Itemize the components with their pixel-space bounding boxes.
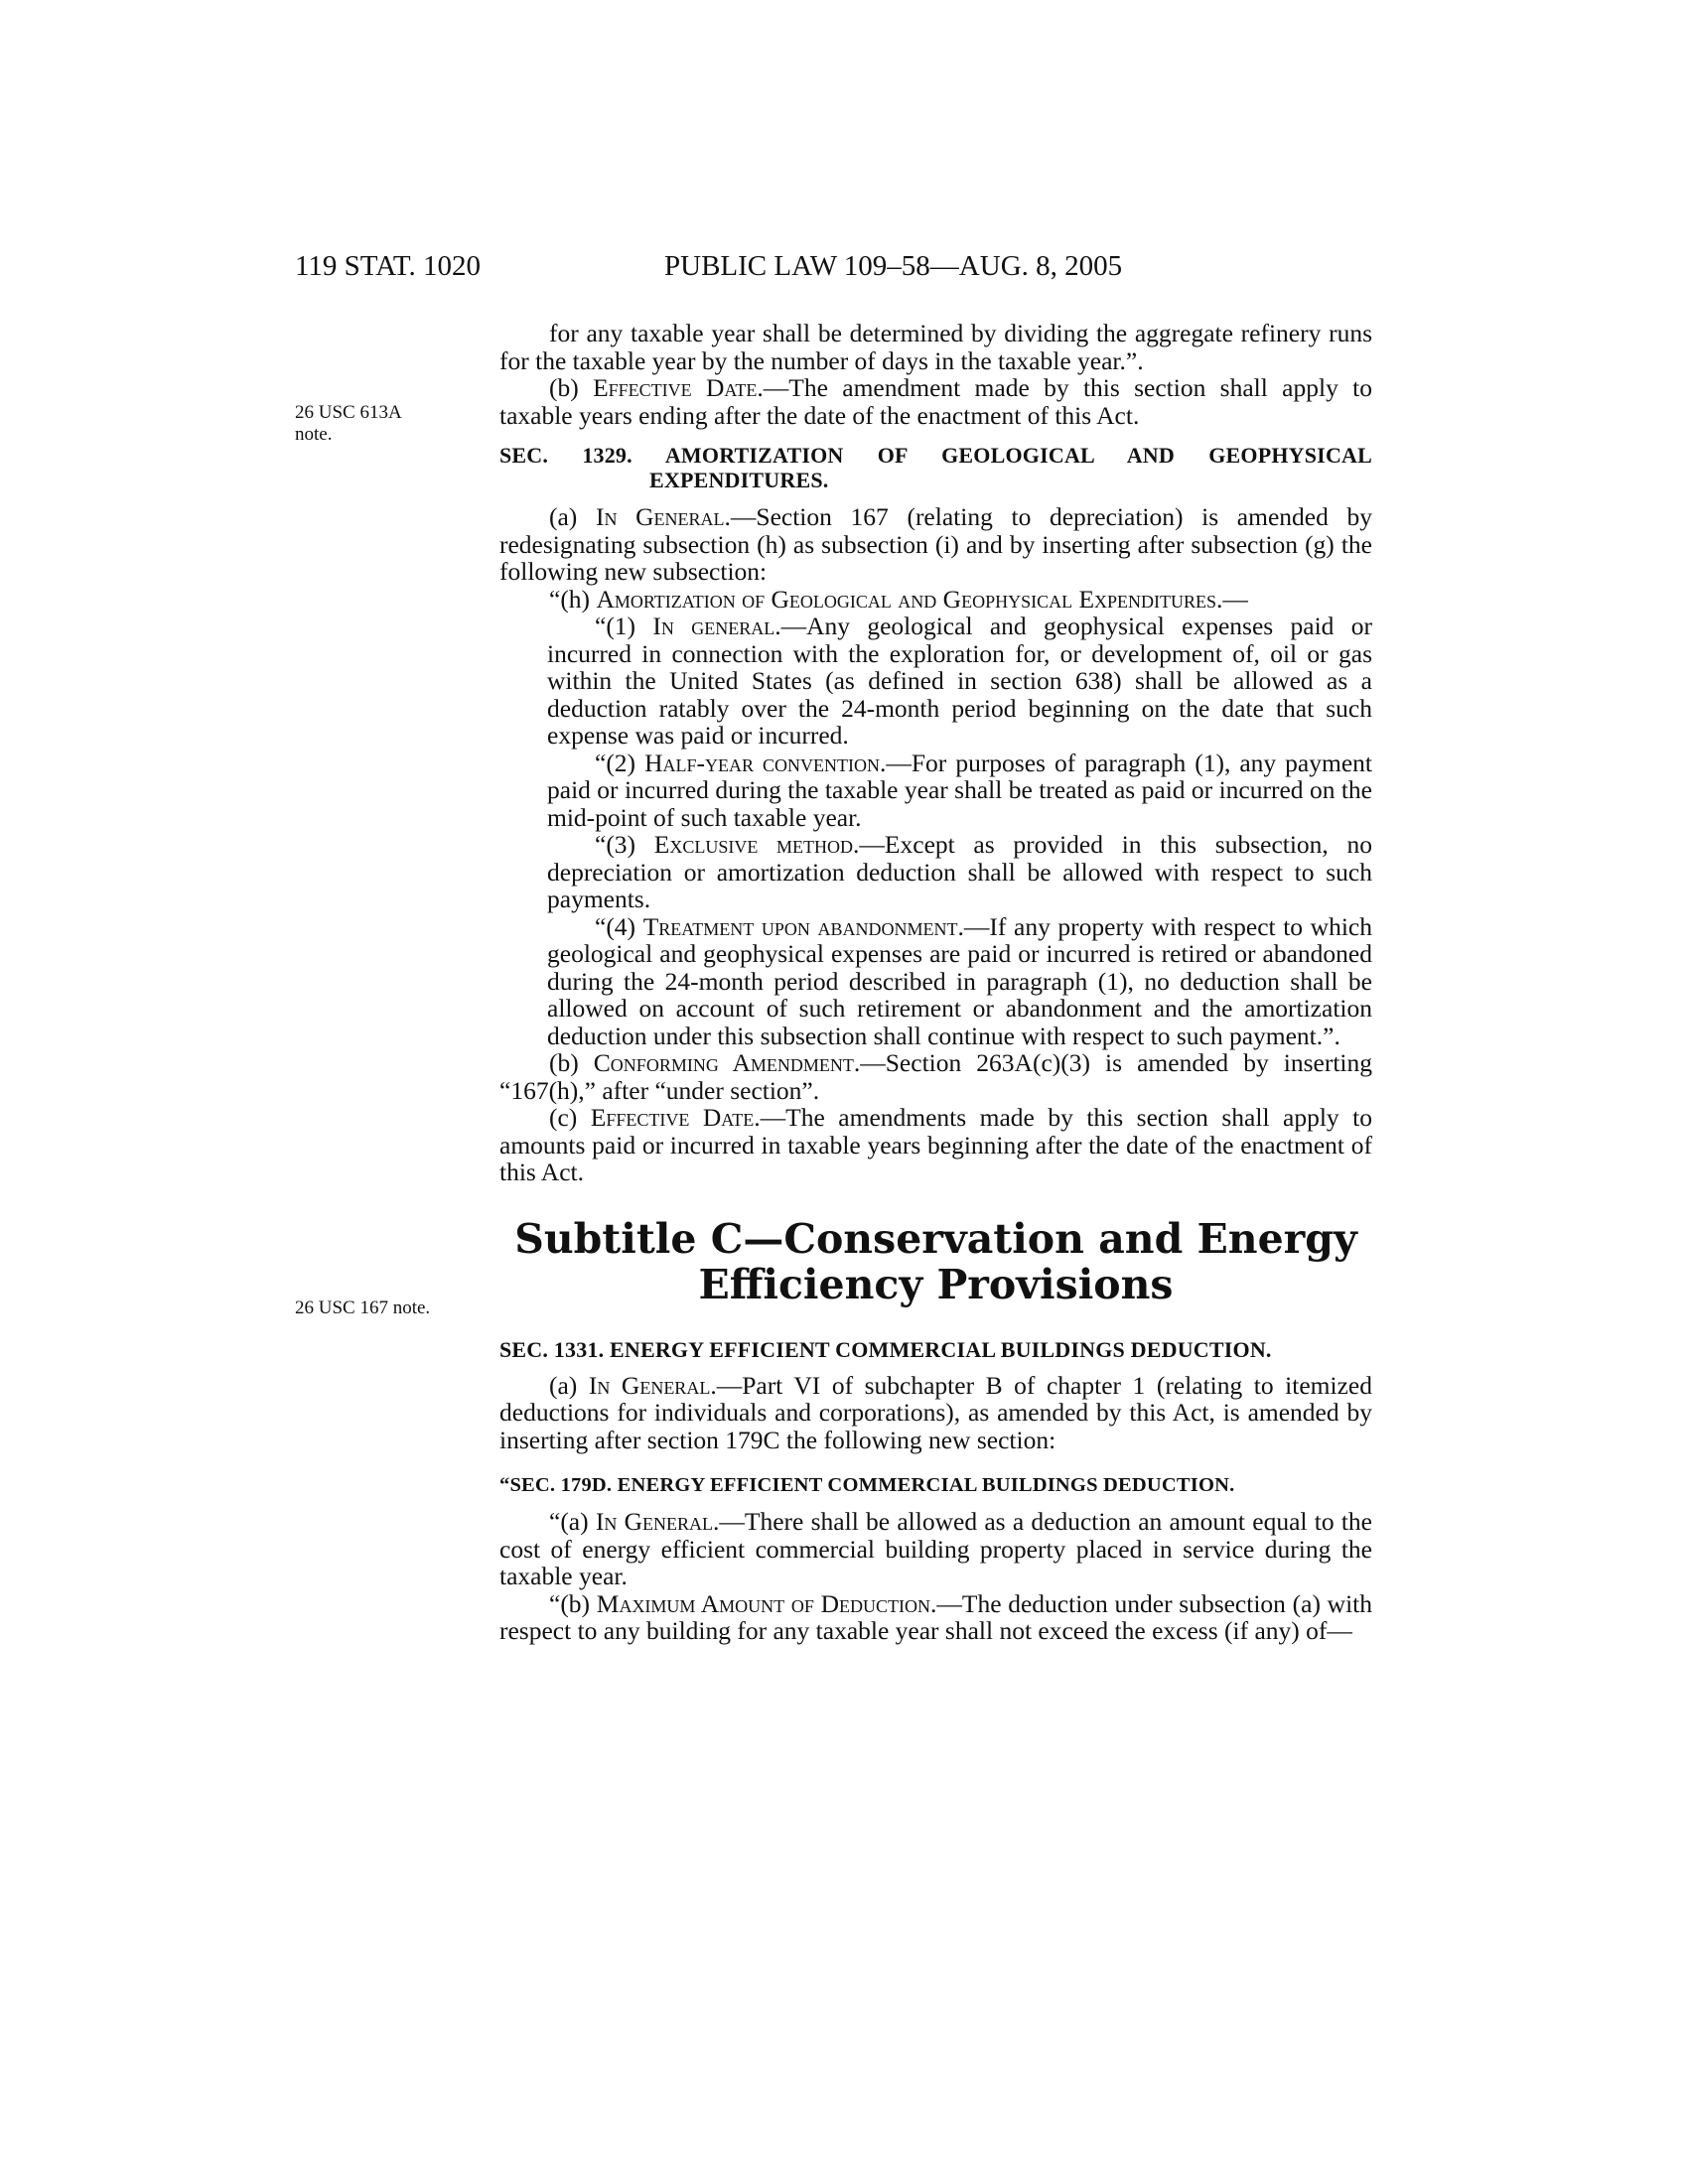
paragraph-text: .—The amendments made by this section shall apply to amounts paid or incurred in taxable years beginning after the date of the enactment of this Act. <box>499 1103 1372 1186</box>
paragraph-h4 <box>499 913 1372 1050</box>
paragraph-179d-a <box>499 1508 1372 1590</box>
paragraph-label: (b) <box>549 1048 594 1077</box>
paragraph-heading: Amortization of Geological and Geophysical Expenditures <box>596 584 1217 614</box>
paragraph-text: .—If any property with respect to which geological and geophysical expenses are paid or incurred is retired or abandoned during the 24-month period described in paragraph (1), no deduction shall be allowed on account of such retirement or abandonment and the amortization deduction under this subsection shall continue with respect to such payment.”. <box>547 911 1372 1050</box>
paragraph-text: .—Any geological and geophysical expenses paid or incurred in connection with the exploration for, or development of, oil or gas within the United States (as defined in section 638) shall be allowed as a deduction ratably over the 24-month period beginning on the date that such expense was paid or incurred. <box>547 612 1372 750</box>
section-heading-text: SEC. 1329. AMORTIZATION OF GEOLOGICAL AND GEOPHYSICAL <box>499 443 1372 468</box>
paragraph-heading: Conforming Amendment <box>593 1048 854 1077</box>
paragraph-text: .—There shall be allowed as a deduction an amount equal to the cost of energy efficient commercial building property placed in service during the taxable year. <box>499 1507 1372 1590</box>
section-heading-1331: SEC. 1331. ENERGY EFFICIENT COMMERCIAL BUILDINGS DEDUCTION. <box>499 1336 1272 1362</box>
paragraph-heading: Exclusive method <box>653 830 854 859</box>
paragraph-label: (a) <box>549 502 596 531</box>
paragraph-text: .—For purposes of paragraph (1), any payment paid or incurred during the taxable year shall be treated as paid or incurred on the mid-point of such taxable year. <box>547 748 1372 832</box>
paragraph-heading: In General <box>595 502 725 531</box>
paragraph-heading: Effective Date <box>590 1103 755 1132</box>
paragraph-label: “(1) <box>595 612 653 640</box>
margin-note-usc-167 <box>295 1297 454 1319</box>
paragraph-in-general <box>499 503 1372 586</box>
statute-page-number: 119 STAT. 1020 <box>295 250 481 282</box>
paragraph-h1 <box>499 613 1372 750</box>
paragraph-179d-b <box>499 1590 1372 1645</box>
paragraph-text: .—The deduction under subsection (a) with respect to any building for any taxable year shall not exceed the excess (if any) of— <box>499 1588 1372 1645</box>
paragraph-label: “(4) <box>595 911 643 941</box>
paragraph-label: “(2) <box>595 748 645 777</box>
page-header <box>295 250 1372 286</box>
paragraph-heading: Maximum Amount of Deduction <box>596 1588 930 1618</box>
subtitle-line: Efficiency Provisions <box>698 1260 1174 1308</box>
paragraph-text: .— <box>1216 584 1248 614</box>
section-heading-1329 <box>499 443 1372 492</box>
paragraph-label: (b) <box>549 373 594 402</box>
subtitle-line: Subtitle C—Conservation and Energy <box>514 1214 1357 1263</box>
paragraph-text: .—Part VI of subchapter B of chapter 1 (relating to itemized deductions for individuals and corporations), as amended by this Act, is amended by inserting after section 179C the following new section: <box>499 1370 1372 1454</box>
paragraph-effective-date-2 <box>499 1104 1372 1186</box>
paragraph-h2 <box>499 750 1372 832</box>
paragraph-conforming-amendment <box>499 1049 1372 1104</box>
paragraph-text: .—The amendment made by this section shall apply to taxable years ending after the date of the enactment of this Act. <box>499 373 1373 430</box>
paragraph-heading: In General <box>588 1370 711 1400</box>
paragraph-h3 <box>499 831 1372 913</box>
running-title: PUBLIC LAW 109–58—AUG. 8, 2005 <box>664 250 1123 282</box>
paragraph-continuation: for any taxable year shall be determined by dividing the aggregate refinery runs for the taxable year by the number of days in the taxable year.”. <box>499 319 1372 375</box>
paragraph-label: (a) <box>549 1370 589 1400</box>
paragraph-text: .—Section 263A(c)(3) is amended by inserting “167(h),” after “under section”. <box>499 1048 1372 1105</box>
paragraph-label: “(a) <box>549 1507 596 1536</box>
margin-note-line: note. <box>295 424 333 445</box>
section-heading-continued: EXPENDITURES. <box>649 468 829 492</box>
paragraph-heading: In general <box>652 612 775 640</box>
margin-note-line: 26 USC 613A <box>295 402 402 423</box>
paragraph-heading: Effective Date <box>593 373 758 402</box>
paragraph-label: “(b) <box>549 1588 597 1618</box>
paragraph-heading: Treatment upon abandonment <box>642 911 958 941</box>
margin-note-usc-613a <box>295 402 454 446</box>
subtitle-heading <box>499 1216 1372 1307</box>
paragraph-heading: Half-year convention <box>644 748 880 777</box>
paragraph-text: .—Except as provided in this subsection, no depreciation or amortization deduction shall be allowed with respect to such payments. <box>547 830 1373 913</box>
paragraph-text: .—Section 167 (relating to depreciation) is amended by redesignating subsection (h) as subsection (i) and by inserting after subsection (g) the following new subsection: <box>499 502 1372 586</box>
paragraph-effective-date <box>499 374 1372 429</box>
paragraph-in-general-1331 <box>499 1372 1372 1454</box>
paragraph-label: “(h) <box>549 584 597 614</box>
body-text <box>499 320 1372 1645</box>
paragraph-label: (c) <box>549 1103 591 1132</box>
section-heading-179d: “SEC. 179D. ENERGY EFFICIENT COMMERCIAL BUILDINGS DEDUCTION. <box>499 1474 1235 1496</box>
paragraph-label: “(3) <box>595 830 654 859</box>
paragraph-heading: In General <box>595 1507 714 1536</box>
margin-note-line: 26 USC 167 note. <box>295 1297 431 1318</box>
subsection-h-heading <box>499 586 1372 614</box>
